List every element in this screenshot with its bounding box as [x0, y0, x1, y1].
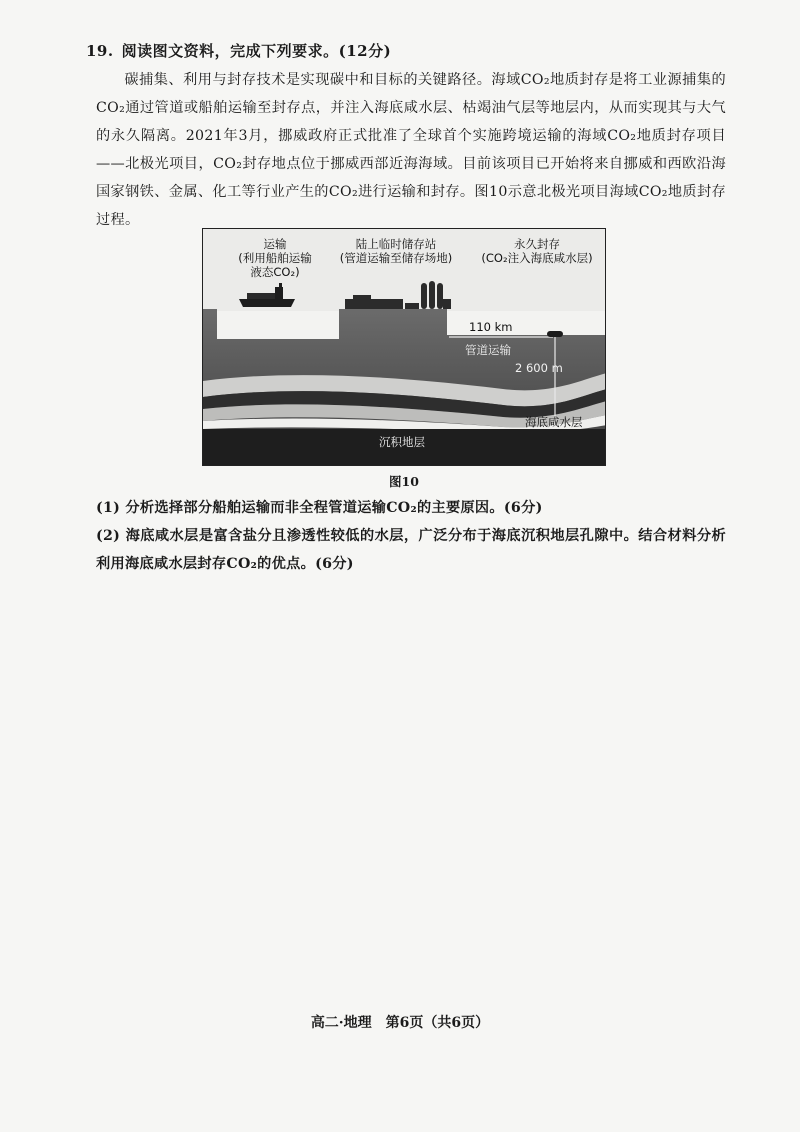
label-depth: 2 600 m — [515, 361, 563, 375]
figure-10-diagram — [202, 228, 606, 466]
label-storage-station: 陆上临时储存站 (管道运输至储存场地) — [339, 237, 453, 265]
label-distance: 110 km — [469, 320, 513, 334]
label-permanent-storage: 永久封存 (CO₂注入海底咸水层) — [481, 237, 593, 265]
subquestion-1: (1) 分析选择部分船舶运输而非全程管道运输CO₂的主要原因。(6分) — [96, 500, 543, 516]
label-pipeline: 管道运输 — [465, 343, 511, 357]
label-saline-layer: 海底咸水层 — [525, 415, 583, 429]
wellhead — [547, 331, 563, 337]
question-instruction: 阅读图文资料，完成下列要求。(12分) — [121, 42, 392, 60]
label-sediment-layer: 沉积地层 — [379, 435, 425, 449]
subquestion-2: (2) 海底咸水层是富含盐分且渗透性较低的水层，广泛分布于海底沉积地层孔隙中。结合材料分析利用海底咸水层封存CO₂的优点。(6分) — [96, 528, 726, 572]
passage-text: 碳捕集、利用与封存技术是实现碳中和目标的关键路径。海域CO₂地质封存是将工业源捕集的CO₂通过管道或船舶运输至封存点，并注入海底咸水层、枯竭油气层等地层内，从而实现其与大气的永久隔离。2021年3月，挪威政府正式批准了全球首个实施跨境运输的海域CO₂地质封存项目——北极光项目，CO₂封存地点位于挪威西部近海海域。目前该项目已开始将来自挪威和西欧沿海国家钢铁、金属、化工等行业产生的CO₂进行运输和封存。图10示意北极光项目海域CO₂地质封存过程。 — [96, 72, 726, 228]
page-footer: 高二·地理 第6页（共6页） — [310, 1015, 490, 1031]
question-header — [86, 40, 391, 61]
label-transport: 运输 (利用船舶运输 液态CO₂) — [238, 237, 312, 279]
figure-caption: 图10 — [389, 474, 419, 489]
question-number: 19. — [86, 42, 114, 60]
